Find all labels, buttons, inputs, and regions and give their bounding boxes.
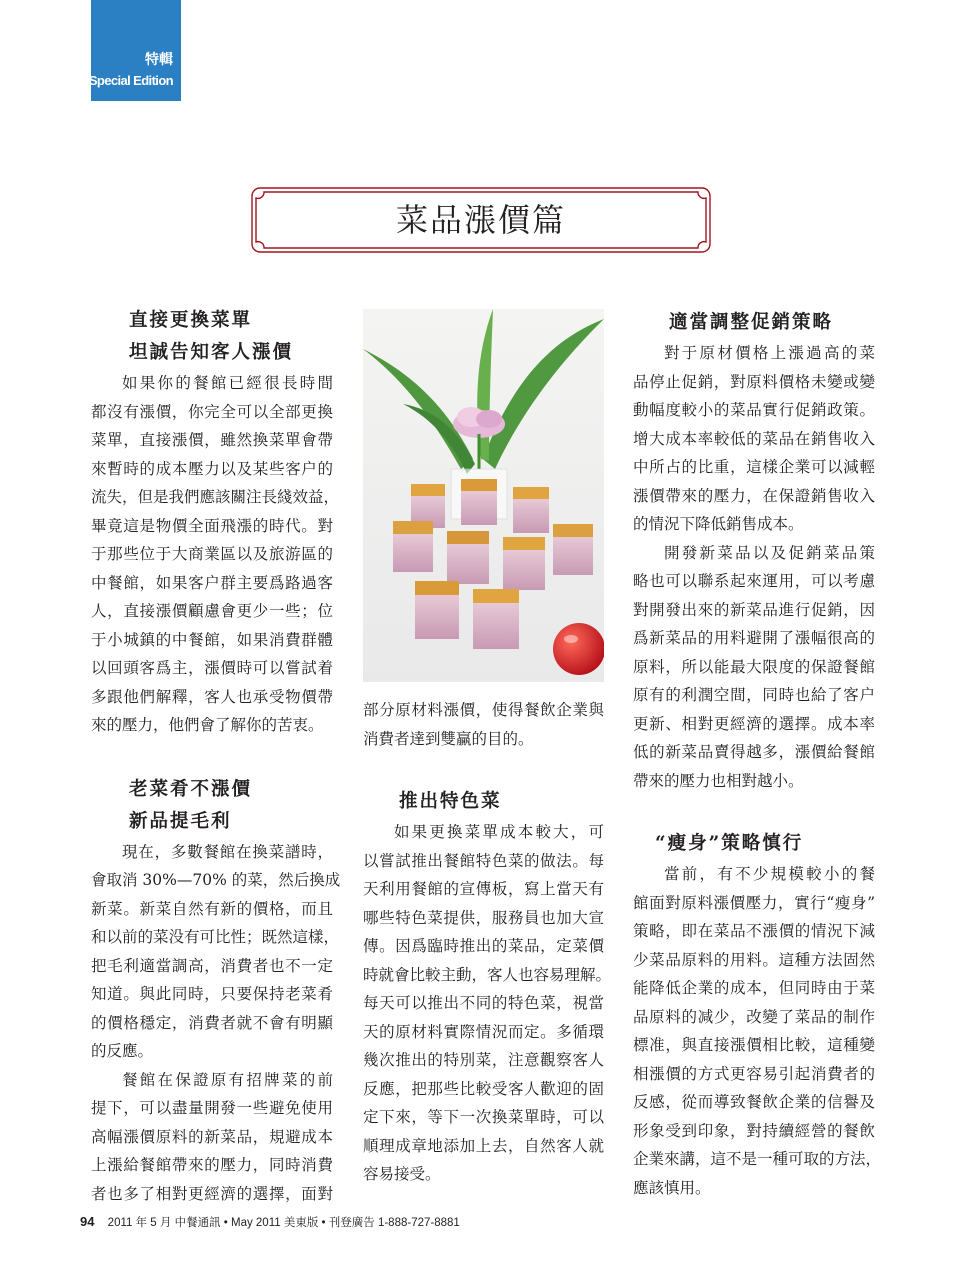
text-line: 天的原材料實際情況而定。多循環	[363, 1022, 604, 1041]
text-line: 把毛利適當調高，消費者也不一定	[91, 956, 333, 975]
text-line: 高幅漲價原料的新菜品，規避成本	[91, 1127, 333, 1146]
text-line: 的反應。	[91, 1042, 154, 1060]
text-line: 當前，有不少規模較小的餐	[664, 865, 875, 883]
text-line: 標准，與直接漲價相比較，這種變	[633, 1036, 875, 1054]
section-heading: 直接更換菜單	[129, 310, 253, 331]
text-line: 以嘗試推出餐館特色菜的做法。每	[363, 851, 604, 870]
text-line: 如果更換菜單成本較大，可	[394, 823, 604, 841]
text-line: 天利用餐館的宣傳板，寫上當天有	[363, 880, 604, 898]
text-line: 提下，可以盡量開發一些避免使用	[91, 1099, 333, 1117]
roast-pork-illustration	[363, 309, 604, 682]
section-label-en: Special Edition	[88, 73, 173, 88]
column-1	[91, 305, 341, 1208]
text-line: 中餐館，如果客户群主要爲路過客	[91, 573, 333, 592]
footer-text: 2011 年 5 月 中餐通訊 • May 2011 美東版 • 刊登廣告 1-888-727-8881	[107, 1217, 460, 1229]
section-heading: “瘦身”策略慎行	[655, 833, 804, 854]
section-heading: 老菜肴不漲價	[129, 778, 253, 800]
text-line: 傳。因爲臨時推出的菜品，定菜價	[363, 937, 604, 955]
text-line: 原料，所以能最大限度的保證餐館	[633, 657, 875, 676]
text-line: 順理成章地添加上去，自然客人就	[363, 1136, 604, 1155]
text-line: 略也可以聯系起來運用，可以考慮	[633, 572, 875, 590]
section-subheading: 坦誠告知客人漲價	[129, 342, 294, 363]
column-2	[363, 696, 612, 1189]
food-photo	[363, 309, 604, 682]
page-number: 94	[80, 1214, 95, 1229]
column-3	[633, 307, 882, 1202]
title-frame	[250, 186, 712, 254]
text-line: 爲新菜品的用料避開了漲幅很高的	[633, 629, 875, 647]
text-line: 定下來，等下一次換菜單時，可以	[363, 1108, 604, 1126]
text-line: 知道。與此同時，只要保持老菜肴	[91, 985, 333, 1003]
text-line: 企業來講，這不是一種可取的方法，	[633, 1150, 882, 1168]
text-line: 于小城鎮的中餐館，如果消費群體	[91, 630, 333, 649]
text-line: 對開發出來的新菜品進行促銷，因	[633, 600, 875, 619]
text-line: 少菜品原料的用料。這種方法固然	[633, 950, 875, 969]
section-subheading: 新品提毛利	[129, 810, 232, 832]
section-tab	[88, 0, 181, 101]
text-line: 哪些特色菜提供，服務員也加大宣	[363, 908, 604, 927]
text-line: 來暫時的成本壓力以及某些客户的	[91, 459, 333, 478]
text-line: 策略，即在菜品不漲價的情況下減	[633, 922, 875, 940]
text-line: 來的壓力，他們會了解你的苦衷。	[91, 716, 324, 734]
text-line: 形象受到印象，對持續經營的餐飲	[633, 1121, 875, 1140]
section-label-zh: 特輯	[145, 51, 173, 67]
text-line: 反應，把那些比較受客人歡迎的固	[363, 1079, 604, 1098]
text-line: 更新、相對更經濟的選擇。成本率	[633, 714, 875, 733]
text-line: 原有的利潤空間，同時也給了客户	[633, 686, 875, 704]
text-line: 新菜。新菜自然有新的價格，而且	[91, 899, 333, 918]
page-title: 菜品漲價篇	[395, 201, 566, 239]
text-line: 部分原材料漲價，使得餐飲企業與	[363, 701, 604, 719]
text-line: 館面對原料漲價壓力，實行“瘦身”	[633, 893, 875, 912]
text-line: 以回頭客爲主，漲價時可以嘗試着	[91, 659, 333, 677]
text-line: 現在，多數餐館在換菜譜時，	[122, 842, 333, 861]
text-line: 能降低企業的成本，但同時由于菜	[633, 979, 875, 997]
text-line: 漲價帶來的壓力，在保證銷售收入	[633, 486, 875, 505]
text-line: 人，直接漲價顧慮會更少一些；位	[91, 602, 333, 620]
section-heading: 適當調整促銷策略	[669, 312, 834, 333]
text-line: 每天可以推出不同的特色菜，視當	[363, 994, 604, 1012]
text-line: 和以前的菜没有可比性；既然這樣，	[91, 928, 340, 946]
text-line: 時就會比較主動，客人也容易理解。	[363, 965, 612, 984]
page-footer	[80, 1214, 460, 1230]
text-line: 都沒有漲價，你完全可以全部更換	[91, 402, 333, 421]
text-line: 帶來的壓力也相對越小。	[633, 771, 804, 790]
text-line: 增大成本率較低的菜品在銷售收入	[633, 429, 875, 448]
text-line: 上漲給餐館帶來的壓力，同時消費	[91, 1156, 333, 1174]
text-line: 反感，從而導致餐飲企業的信譽及	[633, 1093, 875, 1111]
text-line: 會取消 30%—70% 的菜，然后換成	[91, 871, 341, 889]
text-line: 品停止促銷，對原料價格未變或變	[633, 372, 875, 391]
text-line: 的情況下降低銷售成本。	[633, 515, 804, 533]
text-line: 菜單，直接漲價，雖然換菜單會帶	[91, 431, 333, 449]
text-line: 低的新菜品賣得越多，漲價給餐館	[633, 743, 875, 761]
text-line: 餐館在保證原有招牌菜的前	[122, 1070, 333, 1089]
text-line: 消費者達到雙贏的目的。	[363, 729, 534, 748]
text-line: 如果你的餐館已經很長時間	[122, 374, 333, 392]
text-line: 容易接受。	[363, 1165, 441, 1183]
text-line: 的價格穩定，消費者就不會有明顯	[91, 1013, 333, 1032]
text-line: 對于原材價格上漲過高的菜	[664, 344, 875, 362]
text-line: 中所占的比重，這樣企業可以減輕	[633, 458, 875, 476]
text-line: 開發新菜品以及促銷菜品策	[664, 543, 875, 562]
text-line: 于那些位于大商業區以及旅游區的	[91, 545, 333, 563]
text-line: 多跟他們解釋，客人也承受物價帶	[91, 687, 333, 706]
text-line: 相漲價的方式更容易引起消費者的	[633, 1064, 875, 1083]
text-line: 幾次推出的特別菜，注意觀察客人	[363, 1051, 604, 1069]
text-line: 流失，但是我們應該關注長綫效益，	[91, 488, 340, 506]
text-line: 者也多了相對更經濟的選擇，面對	[91, 1184, 333, 1203]
text-line: 畢竟這是物價全面飛漲的時代。對	[91, 516, 333, 535]
text-line: 品原料的减少，改變了菜品的制作	[633, 1007, 875, 1026]
section-heading: 推出特色菜	[399, 791, 502, 812]
text-line: 動幅度較小的菜品實行促銷政策。	[633, 401, 875, 419]
text-line: 應該慎用。	[633, 1178, 711, 1197]
